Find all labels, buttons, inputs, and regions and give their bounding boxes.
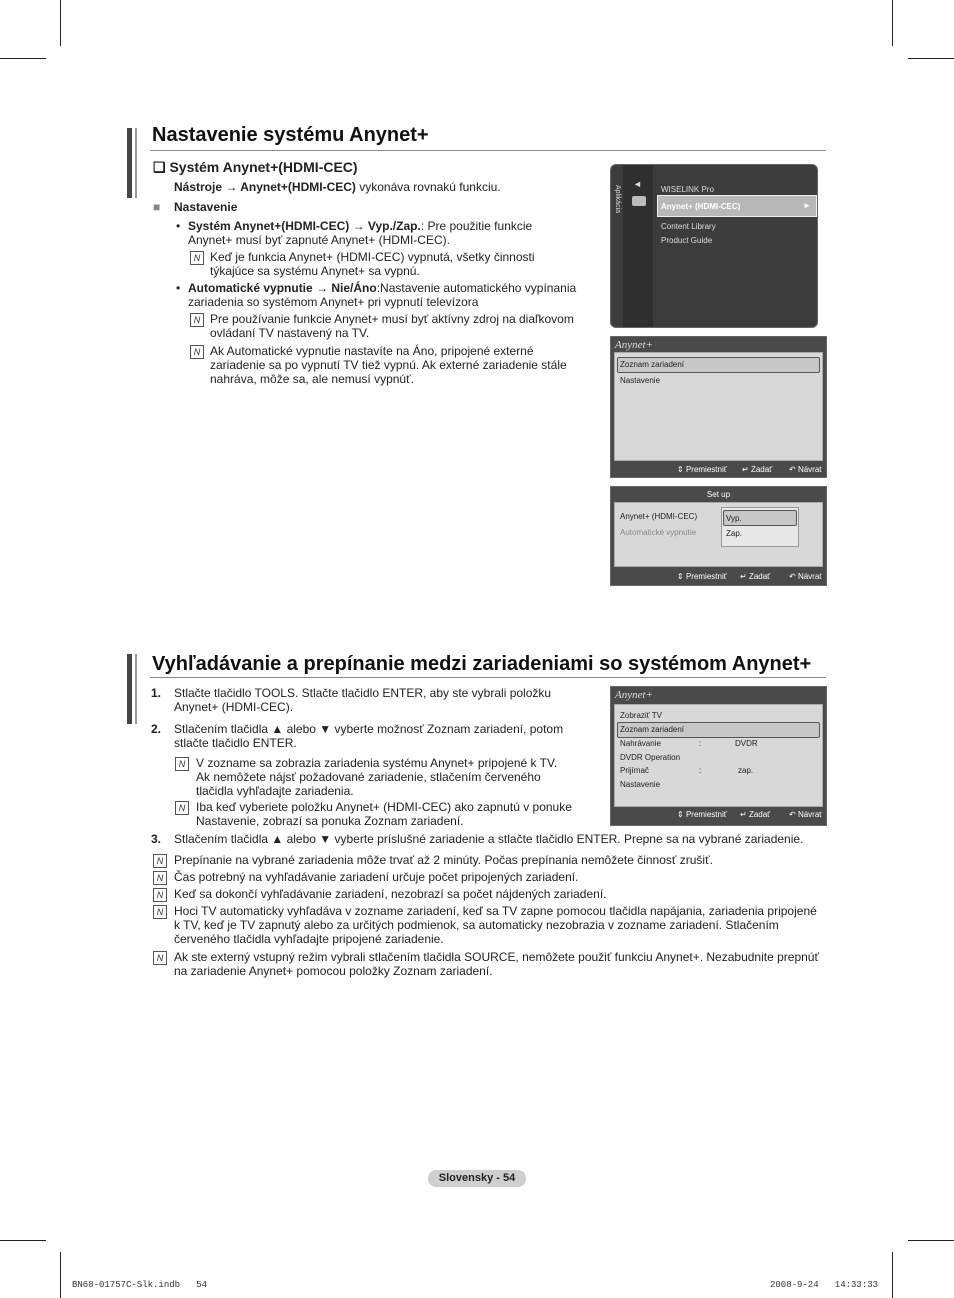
osd1-item-0[interactable]: WISELINK Pro (661, 185, 714, 194)
osd1-item-3[interactable]: Product Guide (661, 236, 713, 245)
note-icon: N (190, 313, 204, 327)
foot-move: Premiestniť (685, 572, 727, 581)
note-3: Hoci TV automaticky vyhľadáva v zozname zariadení, keď sa TV zapne pomocou tlačidla napájania, zariadenia pripojené k TV, keď je TV zapnutý alebo za určitých podmienok, sa automaticky nezobrazia v zozname zariadení. Stlačením červeného tlačidla vyhľadajte pripojené zariadenie. (174, 904, 817, 946)
note-2: Keď sa dokončí vyhľadávanie zariadení, nezobrazí sa počet nájdených zariadení. (174, 887, 607, 901)
foot-return: Návrat (797, 465, 822, 474)
osd-device-list (610, 686, 827, 826)
section2-title: Vyhľadávanie a prepínanie medzi zariadeniami so systémom Anynet+ (152, 653, 812, 675)
remote-icon: ◄ (633, 179, 642, 189)
move-icon: ⇕ (677, 810, 684, 819)
osd4-item-0[interactable]: Zobraziť TV (620, 711, 662, 720)
note-icon: N (153, 871, 167, 885)
osd3-option-0[interactable]: Vyp. (726, 514, 742, 523)
move-icon: ⇕ (677, 572, 684, 581)
path-bold: Nástroje → Anynet+(HDMI-CEC) (174, 180, 356, 194)
page-number: Slovensky - 54 (428, 1170, 526, 1187)
file-info: BN68-01757C-Slk.indb 54 (72, 1280, 208, 1290)
note-icon: N (175, 757, 189, 771)
step2-note1: V zozname sa zobrazia zariadenia systému Anynet+ pripojené k TV. Ak nemôžete nájsť požadované zariadenie, stlačením červeného tlačidla vyhľadajte zariadenia. (196, 756, 558, 798)
note3: Ak Automatické vypnutie nastavíte na Áno, pripojené externé zariadenie sa po vypnutí TV tiež vypnú. Ak externé zariadenie stále nahráva, môže sa, ale nemusí vypnúť. (210, 344, 567, 386)
foot-enter: Zadať (748, 810, 771, 819)
step3: Stlačením tlačidla ▲ alebo ▼ vyberte príslušné zariadenie a stlačte tlačidlo ENTER. Prepne sa na vybrané zariadenie. (174, 832, 804, 846)
section1-title: Nastavenie systému Anynet+ (152, 124, 429, 146)
foot-enter: Zadať (750, 465, 773, 474)
bullet1-rest: : Pre použitie funkcie Anynet+ musí byť zapnuté Anynet+ (HDMI-CEC). (188, 219, 533, 247)
note-icon: N (153, 951, 167, 965)
osd1-item-2[interactable]: Content Library (661, 222, 716, 231)
bullet2-rest: :Nastavenie automatického vypínania zariadenia so systémom Anynet+ pri vypnutí televízora (188, 281, 577, 309)
note-icon: N (190, 345, 204, 359)
bullet1-bold: Systém Anynet+(HDMI-CEC) → Vyp./Zap. (188, 219, 421, 233)
osd2-item-1[interactable]: Nastavenie (620, 376, 661, 385)
osd1-side-label: Aplikácia (614, 185, 621, 214)
osd4-val-dvdr: DVDR (735, 739, 758, 748)
note-0: Prepínanie na vybrané zariadenia môže trvať až 2 minúty. Počas prepínania nemôžete činnosť zrušiť. (174, 853, 713, 867)
osd-setup-menu (610, 486, 827, 586)
arrow-right-icon: ► (803, 201, 811, 210)
return-icon: ↶ (789, 572, 796, 581)
osd3-label-0: Anynet+ (HDMI-CEC) (620, 512, 698, 521)
foot-move: Premiestniť (685, 465, 727, 474)
osd3-header: Set up (706, 490, 731, 499)
osd-anynet-menu (610, 336, 827, 478)
osd4-sep: : (699, 739, 702, 748)
enter-icon: ↵ (740, 572, 747, 581)
anynet-logo: Anynet+ (615, 689, 653, 701)
foot-return: Návrat (797, 810, 822, 819)
return-icon: ↶ (789, 465, 796, 474)
osd4-item-2[interactable]: Nahrávanie (620, 739, 661, 748)
osd4-item-5[interactable]: Nastavenie (620, 780, 661, 789)
osd3-option-1[interactable]: Zap. (726, 529, 743, 538)
bullet2-bold: Automatické vypnutie → Nie/Áno (188, 281, 377, 295)
note-icon: N (153, 888, 167, 902)
step2: Stlačením tlačidla ▲ alebo ▼ vyberte možnosť Zoznam zariadení, potom stlačte tlačidlo ENTER. (174, 722, 564, 750)
osd1-item-1[interactable]: Anynet+ (HDMI-CEC) (661, 202, 741, 211)
osd4-sep: : (699, 766, 702, 775)
foot-return: Návrat (797, 572, 822, 581)
note2: Pre používanie funkcie Anynet+ musí byť aktívny zdroj na diaľkovom ovládaní TV nastavený na TV. (210, 312, 574, 340)
step1: Stlačte tlačidlo TOOLS. Stlačte tlačidlo ENTER, aby ste vybrali položku Anynet+ (HDMI-CEC). (174, 686, 552, 714)
setup-heading: Nastavenie (174, 200, 238, 214)
note-icon: N (190, 251, 204, 265)
foot-enter: Zadať (748, 572, 771, 581)
section1-subtitle: Systém Anynet+(HDMI-CEC) (169, 159, 358, 175)
return-icon: ↶ (789, 810, 796, 819)
osd-application-menu (610, 164, 818, 328)
osd4-item-3[interactable]: DVDR Operation (620, 753, 681, 762)
osd4-val-zap: zap. (738, 766, 754, 775)
osd2-item-0[interactable]: Zoznam zariadení (620, 360, 685, 369)
checkbox-icon: ❑ (153, 159, 166, 175)
move-icon: ⇕ (677, 465, 684, 474)
note-4: Ak ste externý vstupný režim vybrali stlačením tlačidla SOURCE, nemôžete použiť funkciu Anynet+. Nezabudnite prepnúť na zariadenie Anynet+ pomocou položky Zoznam zariadení. (174, 950, 819, 978)
osd4-item-1[interactable]: Zoznam zariadení (620, 725, 685, 734)
note1: Keď je funkcia Anynet+ (HDMI-CEC) vypnutá, všetky činnosti týkajúce sa systému Anynet+ sa vypnú. (210, 250, 535, 278)
device-icon (632, 196, 646, 206)
note-icon: N (153, 905, 167, 919)
path-rest: vykonáva rovnakú funkciu. (355, 180, 501, 194)
note-icon: N (175, 801, 189, 815)
enter-icon: ↵ (740, 810, 747, 819)
enter-icon: ↵ (742, 465, 749, 474)
osd4-item-4[interactable]: Prijímač (620, 766, 649, 775)
osd3-label-1: Automatické vypnutie (620, 528, 697, 537)
square-bullet-icon: ■ (153, 200, 161, 214)
foot-move: Premiestniť (685, 810, 727, 819)
anynet-logo: Anynet+ (615, 339, 653, 351)
date-info: 2008-9-24 14:33:33 (770, 1280, 879, 1290)
note-1: Čas potrebný na vyhľadávanie zariadení určuje počet pripojených zariadení. (174, 870, 579, 884)
step2-note2: Iba keď vyberiete položku Anynet+ (HDMI-CEC) ako zapnutú v ponuke Nastavenie, zobrazí sa ponuka Zoznam zariadení. (196, 800, 572, 828)
note-icon: N (153, 854, 167, 868)
